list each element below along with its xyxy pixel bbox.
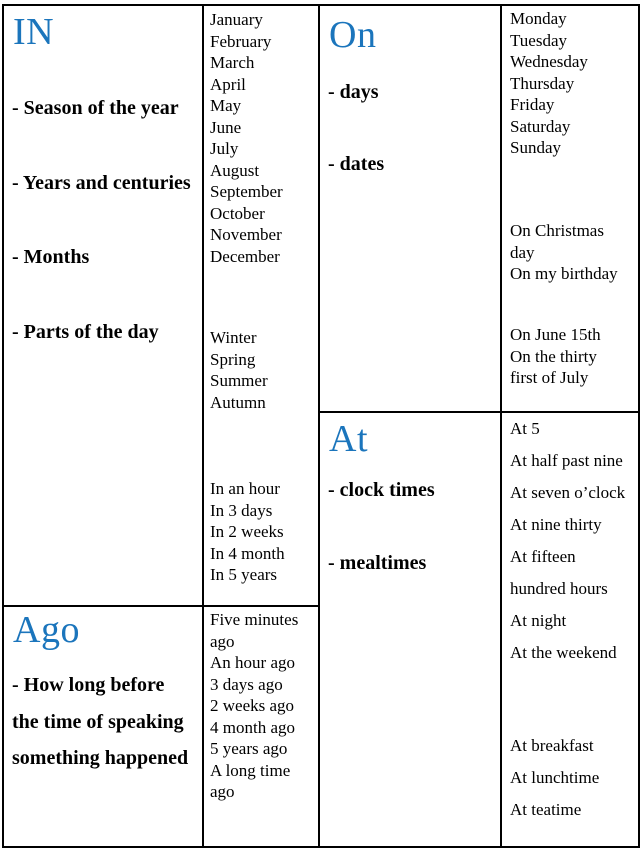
- in-item-parts-of-day: - Parts of the day: [12, 321, 159, 343]
- clock-time-line: At the weekend: [510, 643, 617, 662]
- at-title: At: [329, 418, 368, 460]
- mealtime-line: At breakfast: [510, 736, 594, 755]
- in-item-season: - Season of the year: [12, 97, 179, 119]
- ago-phrase-line: 4 month ago: [210, 717, 295, 737]
- date-line: On June 15th: [510, 325, 601, 344]
- ago-phrase-line: 3 days ago: [210, 674, 283, 694]
- ago-phrase-line: A long time ago: [210, 760, 291, 801]
- mealtimes-list: [510, 730, 632, 826]
- ago-description-line: something happened: [12, 747, 189, 769]
- month-line: June: [210, 117, 242, 137]
- on-item-days: - days: [328, 81, 379, 103]
- season-line: Winter: [210, 328, 257, 347]
- ago-description: [12, 667, 188, 777]
- ago-header-cell: [4, 607, 204, 846]
- season-line: Spring: [210, 349, 256, 369]
- special-day-line: On Christmas day: [510, 221, 604, 262]
- ago-title: Ago: [13, 609, 80, 651]
- ago-description-line: - How long before: [12, 674, 165, 696]
- clock-time-line: At nine thirty: [510, 515, 602, 534]
- ago-phrases-list: [210, 609, 314, 803]
- weekday-line: Friday: [510, 95, 555, 114]
- table-right-half: [320, 6, 638, 846]
- on-header-cell: [320, 6, 502, 411]
- in-phrase-line: In an hour: [210, 479, 280, 498]
- ago-phrase-line: 5 years ago: [210, 739, 288, 758]
- in-phrase-line: In 2 weeks: [210, 522, 284, 541]
- in-future-phrases-list: [210, 478, 285, 586]
- month-line: November: [210, 225, 282, 244]
- month-line: October: [210, 203, 265, 223]
- month-line: April: [210, 74, 246, 94]
- month-line: December: [210, 246, 280, 266]
- season-line: Autumn: [210, 392, 266, 412]
- weekday-line: Sunday: [510, 138, 561, 157]
- at-item-mealtimes: - mealtimes: [328, 552, 427, 574]
- ago-examples-cell: [204, 607, 318, 846]
- table-left-half: [4, 6, 320, 846]
- weekdays-list: [510, 8, 588, 159]
- clock-times-list: [510, 413, 628, 669]
- dates-list: [510, 324, 610, 389]
- month-line: February: [210, 31, 272, 51]
- at-item-clock-times: - clock times: [328, 479, 435, 501]
- ago-description-line: the time of speaking: [12, 710, 184, 733]
- weekday-line: Thursday: [510, 73, 575, 93]
- clock-time-line: At fifteen hundred hours: [510, 547, 608, 598]
- on-examples-cell: [502, 6, 638, 411]
- ago-row: [4, 607, 318, 846]
- month-line: September: [210, 182, 283, 201]
- special-day-line: On my birthday: [510, 264, 618, 283]
- ago-phrase-line: 2 weeks ago: [210, 696, 295, 715]
- month-line: January: [210, 10, 263, 29]
- on-item-dates: - dates: [328, 153, 385, 175]
- weekday-line: Saturday: [510, 116, 571, 136]
- at-examples-cell: [502, 413, 638, 846]
- in-title: IN: [13, 11, 55, 53]
- at-row: [320, 413, 638, 846]
- seasons-list: [210, 327, 268, 413]
- in-item-months: - Months: [12, 246, 90, 268]
- weekday-line: Wednesday: [510, 52, 588, 71]
- at-header-cell: [320, 413, 502, 846]
- special-days-list: [510, 220, 622, 285]
- date-line: On the thirty first of July: [510, 346, 597, 387]
- month-line: May: [210, 96, 242, 115]
- in-phrase-line: In 4 month: [210, 543, 285, 563]
- in-phrase-line: In 5 years: [210, 565, 278, 584]
- ago-phrase-line: An hour ago: [210, 653, 295, 672]
- clock-time-line: At half past nine: [510, 451, 623, 470]
- weekday-line: Monday: [510, 9, 567, 28]
- in-examples-cell: [204, 6, 318, 605]
- month-line: July: [210, 139, 239, 158]
- season-line: Summer: [210, 371, 268, 390]
- weekday-line: Tuesday: [510, 30, 567, 50]
- months-list: [210, 9, 283, 267]
- in-phrase-line: In 3 days: [210, 500, 273, 520]
- month-line: August: [210, 160, 260, 180]
- clock-time-line: At 5: [510, 419, 540, 438]
- ago-phrase-line: Five minutes ago: [210, 610, 299, 651]
- clock-time-line: At night: [510, 611, 567, 630]
- in-row: [4, 6, 318, 607]
- on-row: [320, 6, 638, 413]
- month-line: March: [210, 53, 255, 72]
- in-header-cell: [4, 6, 204, 605]
- mealtime-line: At teatime: [510, 800, 582, 819]
- prepositions-table: [2, 4, 640, 848]
- on-title: On: [329, 14, 377, 56]
- clock-time-line: At seven o’clock: [510, 483, 626, 502]
- in-item-years: - Years and centuries: [12, 172, 191, 194]
- mealtime-line: At lunchtime: [510, 768, 600, 787]
